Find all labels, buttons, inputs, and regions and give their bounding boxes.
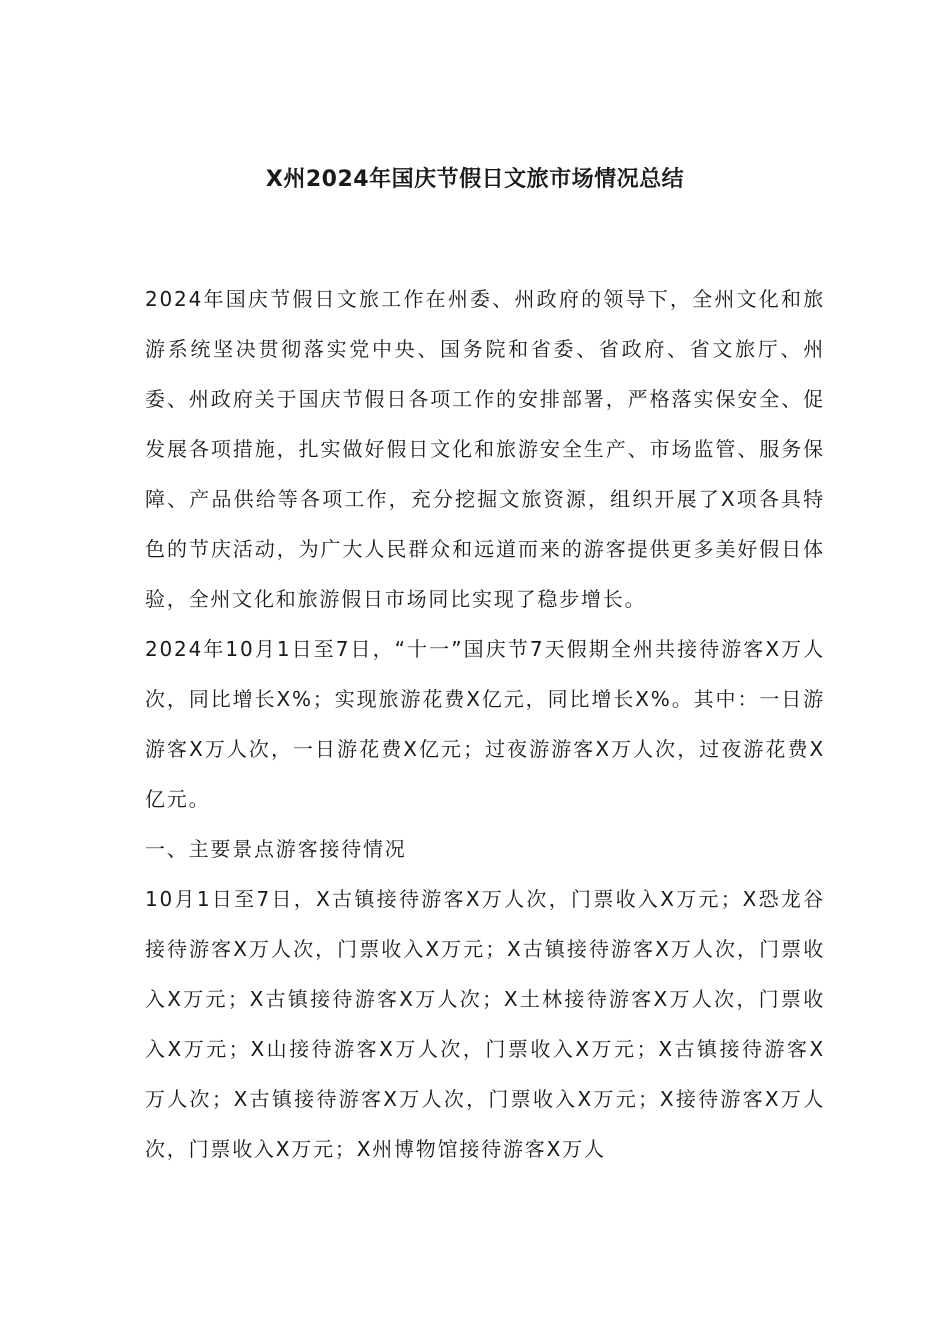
- statistics-paragraph: 2024年10月1日至7日，“十一”国庆节7天假期全州共接待游客X万人次，同比增长X%；实现旅游花费X亿元，同比增长X%。其中：一日游游客X万人次，一日游花费X亿元；过夜游游客X万人次，过夜游花费X亿元。: [145, 637, 825, 811]
- attractions-paragraph: 10月1日至7日，X古镇接待游客X万人次，门票收入X万元；X恐龙谷接待游客X万人次，门票收入X万元；X古镇接待游客X万人次，门票收入X万元；X古镇接待游客X万人次；X土林接待游客X万人次，门票收入X万元；X山接待游客X万人次，门票收入X万元；X古镇接待游客X万人次；X古镇接待游客X万人次，门票收入X万元；X接待游客X万人次，门票收入X万元；X州博物馆接待游客X万人: [145, 887, 825, 1161]
- intro-paragraph: 2024年国庆节假日文旅工作在州委、州政府的领导下，全州文化和旅游系统坚决贯彻落实党中央、国务院和省委、省政府、省文旅厅、州委、州政府关于国庆节假日各项工作的安排部署，严格落实保安全、促发展各项措施，扎实做好假日文化和旅游安全生产、市场监管、服务保障、产品供给等各项工作，充分挖掘文旅资源，组织开展了X项各具特色的节庆活动，为广大人民群众和远道而来的游客提供更多美好假日体验，全州文化和旅游假日市场同比实现了稳步增长。: [145, 287, 825, 611]
- document-body: [145, 274, 825, 1174]
- document-title: X州2024年国庆节假日文旅市场情况总结: [265, 167, 685, 192]
- section-heading: 一、主要景点游客接待情况: [145, 837, 407, 861]
